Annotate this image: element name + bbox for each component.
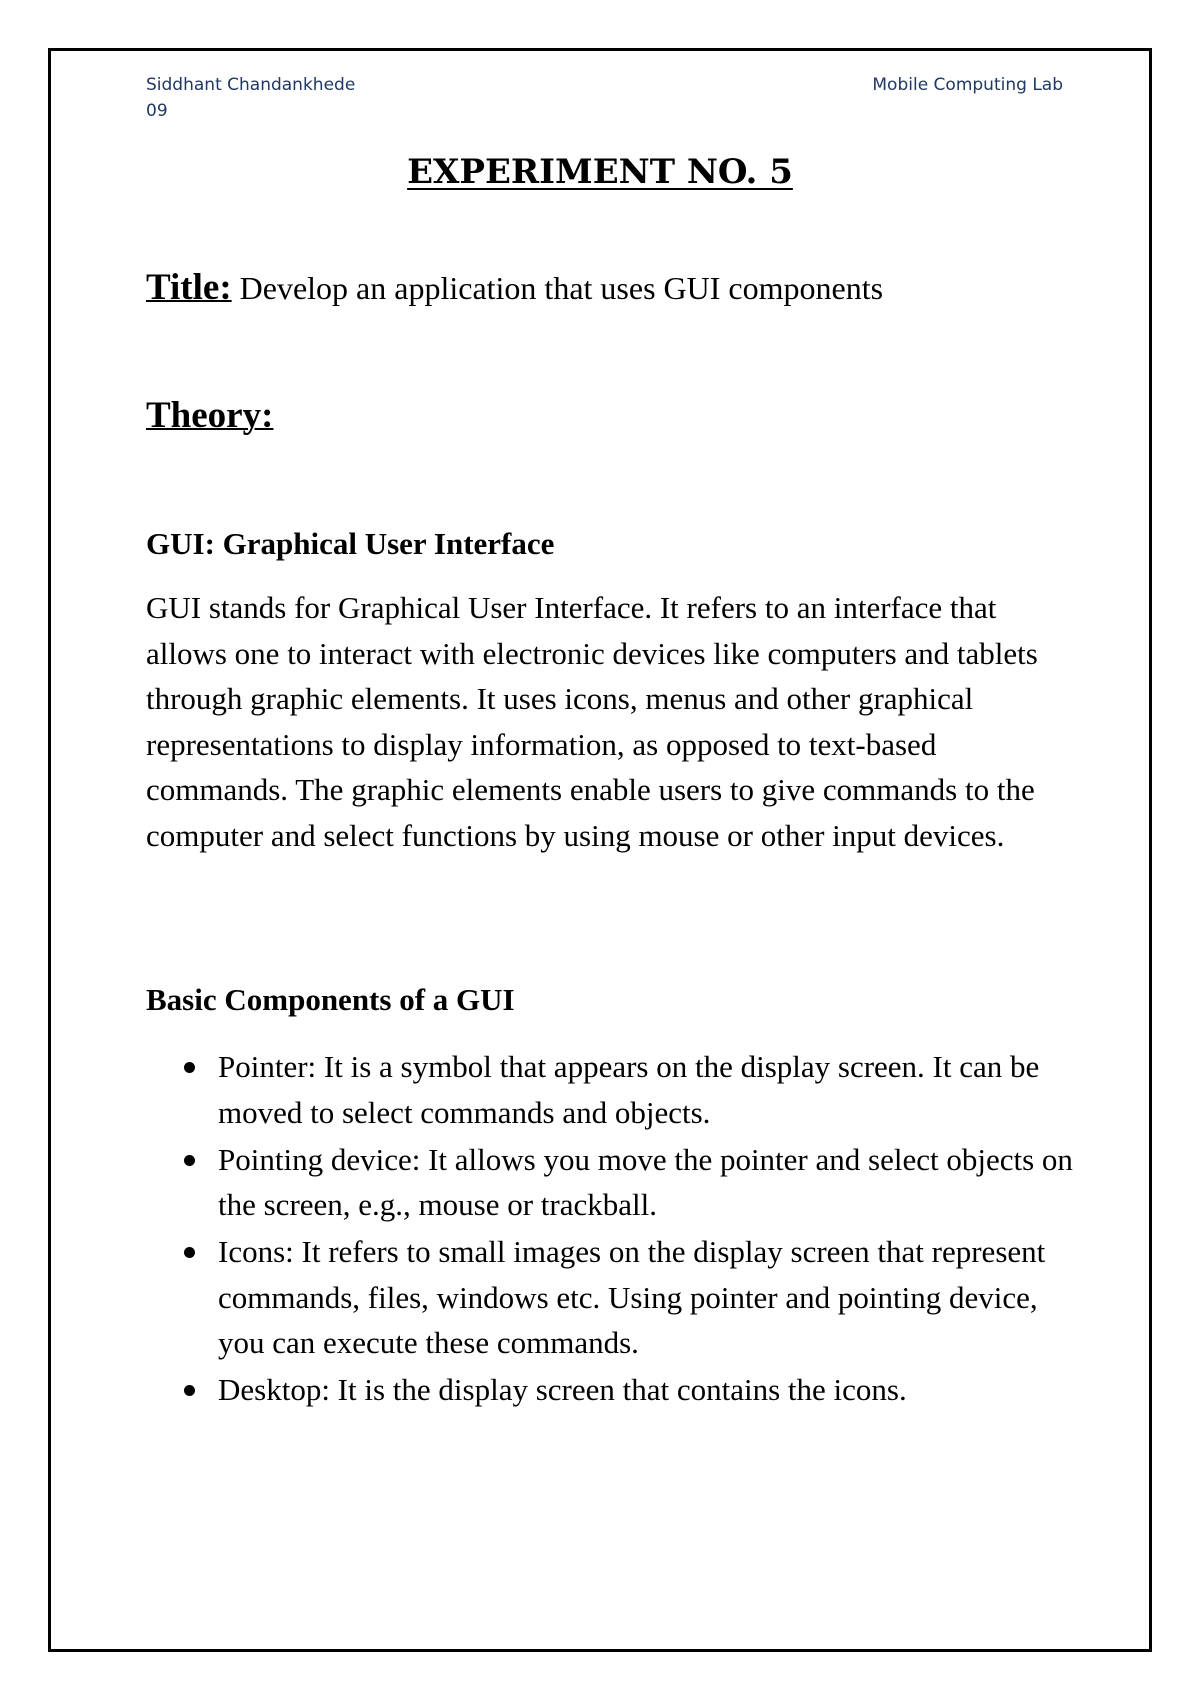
course-name: Mobile Computing Lab	[872, 75, 1063, 95]
title-label: Title:	[146, 267, 232, 308]
bullet-icon	[184, 1385, 195, 1396]
list-item	[146, 1367, 1076, 1413]
experiment-heading: EXPERIMENT NO. 5	[407, 152, 793, 192]
bullet-icon	[184, 1155, 195, 1166]
gui-paragraph: GUI stands for Graphical User Interface. It refers to an interface that allows one to interact with electronic devices like computers and tablets through graphic elements. It uses icons, menus and other graphical representations to display information, as opposed to text-based commands. The graphic elements enable users to give commands to the computer and select functions by using mouse or other input devices.	[146, 590, 1038, 853]
list-item-text: Desktop: It is the display screen that contains the icons.	[218, 1372, 907, 1407]
bullet-icon	[184, 1062, 195, 1073]
author-name: Siddhant Chandankhede	[146, 75, 356, 95]
list-item-text: Pointer: It is a symbol that appears on the display screen. It can be moved to select commands and objects.	[218, 1049, 1040, 1130]
components-heading: Basic Components of a GUI	[146, 982, 515, 1017]
bullet-icon	[184, 1247, 195, 1258]
title-text: Develop an application that uses GUI components	[231, 270, 884, 306]
title-line	[146, 268, 883, 308]
list-item-text: Icons: It refers to small images on the display screen that represent commands, files, windows etc. Using pointer and pointing device, you can execute these commands.	[218, 1234, 1046, 1360]
roll-number: 09	[146, 101, 168, 121]
header-left	[146, 72, 355, 124]
list-item	[146, 1044, 1076, 1135]
theory-heading: Theory:	[146, 395, 274, 436]
list-item-text: Pointing device: It allows you move the pointer and select objects on the screen, e.g., mouse or trackball.	[218, 1141, 1073, 1222]
list-item	[146, 1229, 1076, 1366]
components-list	[146, 1044, 1076, 1414]
gui-section-heading: GUI: Graphical User Interface	[146, 526, 555, 561]
list-item	[146, 1137, 1076, 1228]
